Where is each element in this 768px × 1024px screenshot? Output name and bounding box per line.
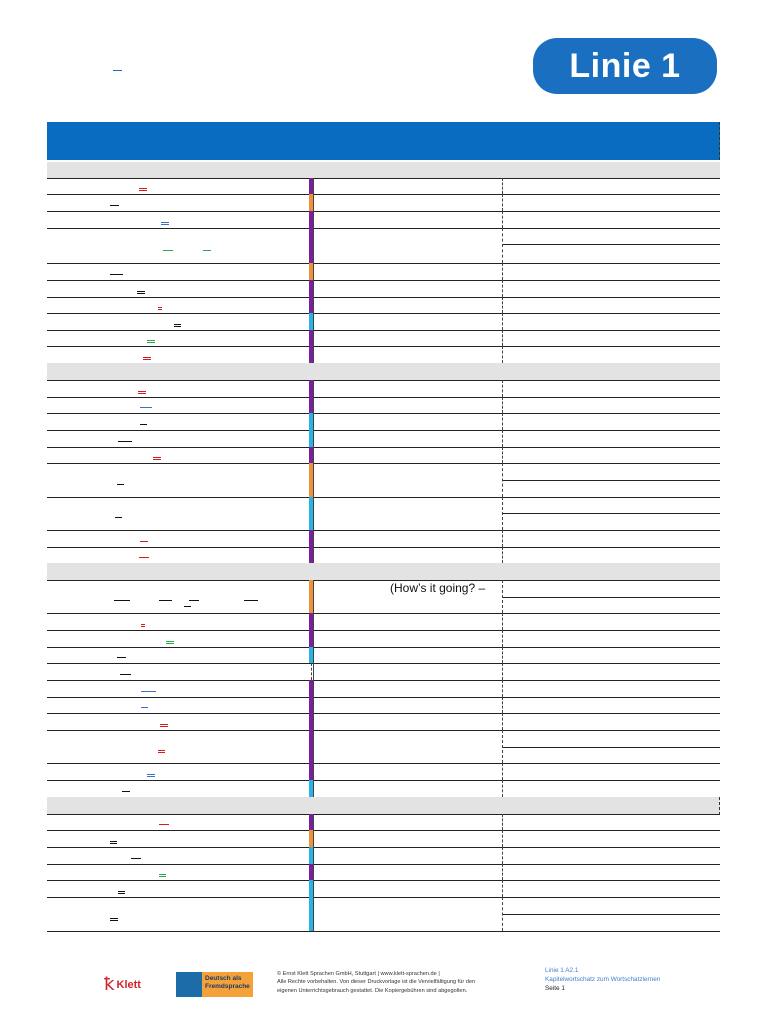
column-divider: [313, 864, 314, 880]
column-divider: [313, 413, 314, 430]
column-dashed-divider: [502, 330, 503, 346]
column-divider: [313, 530, 314, 547]
column-divider: [313, 397, 314, 413]
article-marker: [139, 188, 147, 191]
vocab-row: [47, 194, 720, 212]
column-dashed-divider: [502, 397, 503, 413]
daf-logo: [176, 972, 253, 997]
article-marker: [159, 874, 166, 877]
article-marker: [110, 274, 123, 275]
article-marker: [110, 205, 119, 206]
column-dashed-divider: [502, 713, 503, 730]
column-dashed-divider: [502, 530, 503, 547]
klett-wordmark: Klett: [116, 979, 141, 991]
column-divider: [313, 663, 314, 680]
vocab-row: [47, 897, 720, 932]
column-divider: [313, 430, 314, 447]
article-marker: [161, 222, 169, 225]
vocab-row: [47, 346, 720, 364]
vocab-row: [47, 430, 720, 448]
column-divider: [313, 897, 314, 931]
column-dashed-divider: [502, 211, 503, 228]
article-marker: [147, 774, 155, 777]
column-dashed-divider: [502, 697, 503, 713]
vocab-row: [47, 730, 720, 764]
column-dashed-divider: [502, 647, 503, 663]
column-dashed-divider: [502, 430, 503, 447]
vocab-row: [47, 630, 720, 648]
column-dashed-divider: [502, 830, 503, 847]
article-marker: [117, 484, 124, 485]
article-marker: [158, 750, 165, 753]
page-number: Seite 1: [545, 985, 565, 992]
article-marker: [189, 600, 199, 601]
linie1-logo: [533, 38, 717, 94]
article-marker: [141, 691, 156, 692]
vocab-row: [47, 713, 720, 731]
example-subline: [503, 244, 720, 245]
vocab-row: [47, 580, 720, 614]
column-dashed-divider: [502, 194, 503, 211]
column-dashed-divider: [502, 613, 503, 630]
column-dashed-divider: [502, 313, 503, 330]
article-marker: [153, 457, 161, 460]
article-marker: [122, 791, 130, 792]
category-dashed-line: [311, 663, 312, 680]
vocab-row: [47, 613, 720, 631]
article-marker: [163, 250, 173, 251]
column-divider: [313, 178, 314, 194]
column-dashed-divider: [502, 864, 503, 880]
column-dashed-divider: [502, 847, 503, 864]
vocab-row: [47, 547, 720, 564]
column-divider: [313, 630, 314, 647]
article-marker: [137, 291, 145, 294]
vocab-row: [47, 297, 720, 314]
example-subline: [503, 597, 720, 598]
vocab-row: [47, 463, 720, 498]
section-header-row: [47, 563, 720, 581]
article-marker: [174, 324, 181, 327]
copyright-notice: [277, 970, 512, 995]
book-title: Linie 1 A2.1: [545, 967, 579, 974]
klett-logo: [104, 974, 152, 996]
column-dashed-divider: [502, 380, 503, 397]
article-marker: [166, 641, 174, 644]
article-marker: [139, 557, 149, 558]
article-marker: [118, 441, 132, 442]
article-marker: [160, 724, 168, 727]
column-divider: [313, 830, 314, 847]
vocab-row: [47, 497, 720, 531]
vocab-row: [47, 830, 720, 848]
vocab-row: [47, 697, 720, 714]
section-header-row: [47, 363, 720, 381]
column-divider: [313, 194, 314, 211]
article-marker: [138, 391, 146, 394]
vocab-row: [47, 228, 720, 264]
column-dashed-divider: [502, 680, 503, 697]
column-divider: [313, 847, 314, 864]
logo-text: Linie 1: [569, 46, 681, 85]
klett-k-icon: ꝁ: [104, 974, 115, 995]
column-dashed-divider: [502, 663, 503, 680]
column-dashed-divider: [502, 447, 503, 463]
column-dashed-divider: [502, 880, 503, 897]
article-marker: [115, 517, 122, 518]
article-marker: [120, 674, 131, 675]
article-marker: [244, 600, 258, 601]
column-divider: [313, 730, 314, 763]
vocab-row: [47, 864, 720, 881]
article-marker: [114, 600, 130, 601]
vocab-row: [47, 280, 720, 298]
article-marker: [118, 891, 125, 894]
vocab-row: [47, 263, 720, 281]
column-dashed-divider: [502, 178, 503, 194]
column-divider: [313, 613, 314, 630]
example-subline: [503, 513, 720, 514]
vocab-row: [47, 647, 720, 664]
column-divider: [313, 880, 314, 897]
column-dashed-divider: [502, 814, 503, 830]
column-dashed-divider: [502, 263, 503, 280]
book-info: [545, 966, 705, 993]
article-marker: [184, 606, 191, 607]
column-dashed-divider: [502, 413, 503, 430]
column-divider: [313, 380, 314, 397]
column-divider: [313, 280, 314, 297]
section-header-row: [47, 162, 720, 179]
vocab-row: [47, 847, 720, 865]
vocab-row: [47, 447, 720, 464]
column-divider: [313, 263, 314, 280]
daf-blue-block: [176, 972, 202, 997]
column-dashed-divider: [502, 346, 503, 363]
column-divider: [313, 680, 314, 697]
column-dashed-divider: [502, 780, 503, 797]
column-dashed-divider: [502, 297, 503, 313]
header-dashed-edge: [719, 122, 720, 160]
column-divider: [313, 647, 314, 663]
section-header-row: [47, 797, 720, 815]
copyright-line: Alle Rechte vorbehalten. Von dieser Druckvorlage ist die Vervielfältigung für den: [277, 979, 476, 986]
article-marker: [158, 307, 162, 310]
column-divider: [313, 814, 314, 830]
vocab-row: [47, 330, 720, 347]
table-header-bar: [47, 122, 720, 160]
vocab-row: [47, 530, 720, 548]
column-divider: [313, 346, 314, 363]
book-subtitle: Kapitelwortschatz zum Wortschatzlernen: [545, 976, 661, 983]
article-marker: [159, 824, 169, 825]
vocab-row: [47, 763, 720, 781]
article-marker: [147, 340, 155, 343]
article-marker: [141, 707, 148, 708]
article-marker: [140, 424, 147, 425]
vocab-row: [47, 814, 720, 831]
column-divider: [313, 580, 314, 613]
column-divider: [313, 297, 314, 313]
article-marker: [140, 407, 152, 408]
vocab-row: [47, 780, 720, 798]
column-divider: [313, 228, 314, 263]
column-divider: [313, 547, 314, 563]
column-divider: [313, 780, 314, 797]
article-marker: [131, 858, 141, 859]
vocab-row: [47, 413, 720, 431]
daf-text: Deutsch als Fremdsprache: [202, 972, 253, 997]
vocab-row: [47, 313, 720, 331]
column-divider: [313, 211, 314, 228]
vocab-row: [47, 380, 720, 398]
column-divider: [313, 497, 314, 530]
article-marker: [141, 624, 145, 627]
column-divider: [313, 713, 314, 730]
article-marker: [117, 657, 126, 658]
vocab-row: [47, 211, 720, 229]
article-marker: [203, 250, 211, 251]
article-marker: [110, 841, 117, 844]
copyright-line: eigenen Unterrichtsgebrauch gestattet. Die Kopiergebühren sind abgegolten.: [277, 987, 468, 994]
translation-note: (How’s it going? –: [390, 581, 486, 595]
column-divider: [313, 330, 314, 346]
column-divider: [313, 763, 314, 780]
vocab-row: [47, 178, 720, 195]
article-marker: [143, 357, 151, 360]
column-dashed-divider: [502, 630, 503, 647]
column-dashed-divider: [502, 547, 503, 563]
column-dashed-divider: [502, 228, 503, 263]
vocab-row: [47, 663, 720, 681]
article-marker: [159, 600, 172, 601]
vocab-row: [47, 680, 720, 698]
article-marker: [140, 541, 148, 542]
article-marker: [110, 918, 118, 921]
column-divider: [313, 697, 314, 713]
example-subline: [503, 747, 720, 748]
copyright-line: © Ernst Klett Sprachen GmbH, Stuttgart | www.klett-sprachen.de |: [277, 971, 440, 977]
vocab-row: [47, 397, 720, 414]
column-divider: [313, 447, 314, 463]
example-subline: [503, 914, 720, 915]
column-divider: [313, 313, 314, 330]
example-subline: [503, 480, 720, 481]
top-blue-dash: [113, 70, 122, 71]
column-dashed-divider: [502, 280, 503, 297]
column-dashed-divider: [502, 763, 503, 780]
column-divider: [313, 463, 314, 497]
vocab-row: [47, 880, 720, 898]
